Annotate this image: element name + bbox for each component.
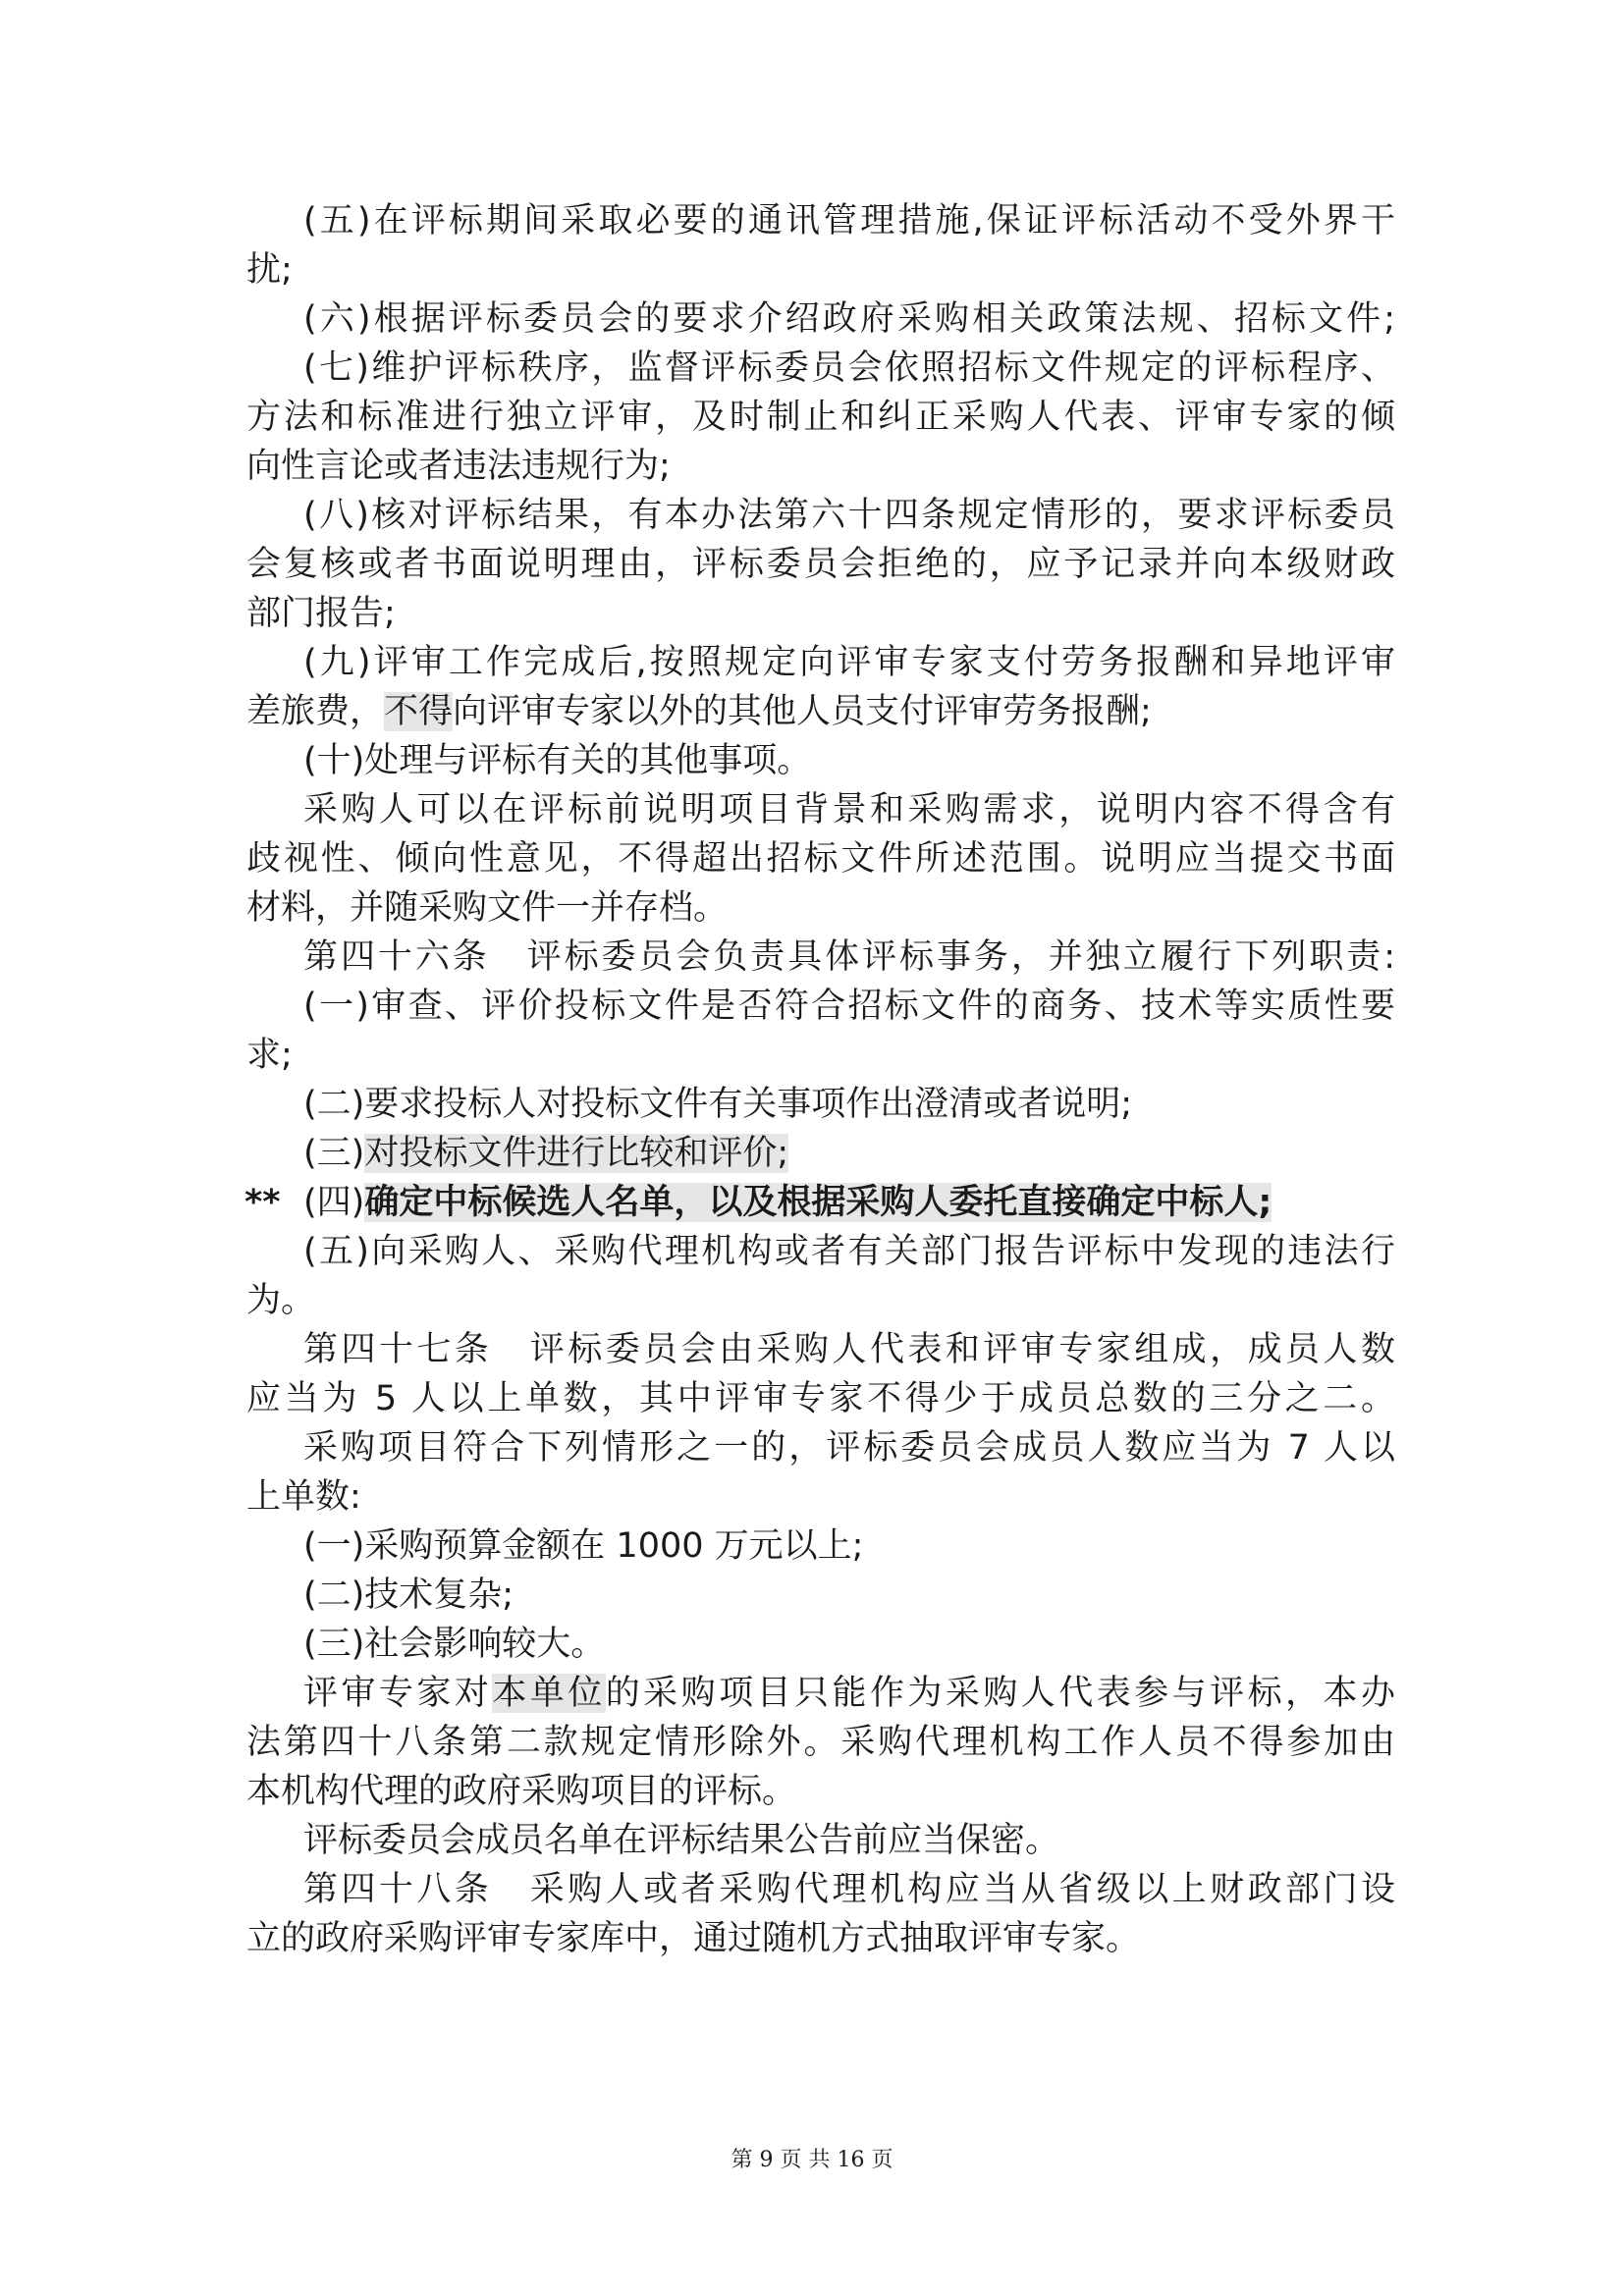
text-segment: 会复核或者书面说明理由，评标委员会拒绝的，应予记录并向本级财政 <box>246 545 1395 584</box>
text-segment: 向评审专家以外的其他人员支付评审劳务报酬; <box>453 692 1152 731</box>
text-line <box>246 1914 1395 1963</box>
text-segment: (七)维护评标秩序，监督评标委员会依照招标文件规定的评标程序、 <box>303 348 1395 388</box>
text-line <box>246 1767 1395 1816</box>
text-segment: 立的政府采购评审专家库中，通过随机方式抽取评审专家。 <box>246 1919 1141 1958</box>
text-segment: 本机构代理的政府采购项目的评标。 <box>246 1772 797 1811</box>
text-segment: 上单数: <box>246 1477 361 1517</box>
text-line <box>246 1178 1395 1227</box>
text-line <box>246 1031 1395 1080</box>
text-line <box>246 1816 1395 1865</box>
text-line <box>246 1423 1395 1472</box>
text-line <box>246 491 1395 540</box>
text-segment: 评审专家对 <box>303 1674 493 1713</box>
text-segment: (一)采购预算金额在 1000 万元以上; <box>303 1526 864 1566</box>
text-line <box>246 294 1395 344</box>
text-line <box>246 540 1395 589</box>
text-line <box>246 785 1395 834</box>
text-line <box>246 883 1395 933</box>
text-segment: 扰; <box>246 250 293 290</box>
text-line <box>246 245 1395 294</box>
text-line <box>246 687 1395 736</box>
highlighted-text: 对投标文件进行比较和评价; <box>364 1134 789 1173</box>
text-line <box>246 638 1395 687</box>
text-segment: 采购项目符合下列情形之一的，评标委员会成员人数应当为 7 人以 <box>303 1428 1395 1468</box>
text-segment: (五)在评标期间采取必要的通讯管理措施,保证评标活动不受外界干 <box>303 201 1395 240</box>
text-line <box>246 1522 1395 1571</box>
text-line <box>246 1374 1395 1423</box>
text-segment: (八)核对评标结果，有本办法第六十四条规定情形的，要求评标委员 <box>303 496 1395 535</box>
text-segment: 方法和标准进行独立评审，及时制止和纠正采购人代表、评审专家的倾 <box>246 398 1395 437</box>
text-segment: (三)社会影响较大。 <box>303 1625 606 1664</box>
page-number-footer: 第 9 页 共 16 页 <box>731 2148 893 2172</box>
highlighted-text: 本单位 <box>492 1674 606 1713</box>
text-segment: (二)要求投标人对投标文件有关事项作出澄清或者说明; <box>303 1085 1133 1124</box>
text-line <box>246 1325 1395 1374</box>
text-line <box>246 736 1395 785</box>
text-line <box>246 933 1395 982</box>
document-body <box>246 196 1395 1963</box>
text-segment: (五)向采购人、采购代理机构或者有关部门报告评标中发现的违法行 <box>303 1232 1395 1271</box>
text-line <box>246 1669 1395 1718</box>
text-segment: 应当为 5 人以上单数，其中评审专家不得少于成员总数的三分之二。 <box>246 1379 1395 1418</box>
text-segment: 差旅费， <box>246 692 385 731</box>
text-segment: (一)审查、评价投标文件是否符合招标文件的商务、技术等实质性要 <box>303 987 1395 1026</box>
text-line <box>246 1227 1395 1276</box>
text-segment: 歧视性、倾向性意见，不得超出招标文件所述范围。说明应当提交书面 <box>246 839 1395 879</box>
text-line <box>246 982 1395 1031</box>
text-line <box>246 1865 1395 1914</box>
text-line <box>246 1718 1395 1767</box>
text-segment: 求; <box>246 1036 293 1075</box>
highlighted-text: 确定中标候选人名单，以及根据采购人委托直接确定中标人; <box>364 1183 1272 1222</box>
text-segment: (四) <box>303 1183 365 1222</box>
text-line <box>246 1620 1395 1669</box>
text-segment: (十)处理与评标有关的其他事项。 <box>303 741 812 780</box>
asterisk-marker: ** <box>244 1183 281 1222</box>
text-line <box>246 344 1395 393</box>
text-segment: (九)评审工作完成后,按照规定向评审专家支付劳务报酬和异地评审 <box>303 643 1395 682</box>
text-segment: 为。 <box>246 1281 316 1320</box>
text-line <box>246 834 1395 883</box>
text-segment: 向性言论或者违法违规行为; <box>246 447 671 486</box>
text-segment: 材料，并随采购文件一并存档。 <box>246 888 729 928</box>
text-line <box>246 442 1395 491</box>
text-line <box>246 1129 1395 1178</box>
text-segment: 的采购项目只能作为采购人代表参与评标，本办 <box>605 1674 1395 1713</box>
text-line <box>246 1080 1395 1129</box>
text-line <box>246 393 1395 442</box>
text-segment: (三) <box>303 1134 365 1173</box>
text-segment: 评标委员会成员名单在评标结果公告前应当保密。 <box>303 1821 1060 1860</box>
text-line <box>246 1472 1395 1522</box>
text-segment: (六)根据评标委员会的要求介绍政府采购相关政策法规、招标文件; <box>303 299 1395 339</box>
text-segment: (二)技术复杂; <box>303 1575 514 1615</box>
highlighted-text: 不得 <box>384 692 454 731</box>
text-segment: 第四十七条 评标委员会由采购人代表和评审专家组成，成员人数 <box>303 1330 1395 1369</box>
text-segment: 法第四十八条第二款规定情形除外。采购代理机构工作人员不得参加由 <box>246 1723 1395 1762</box>
text-line <box>246 196 1395 245</box>
text-segment: 采购人可以在评标前说明项目背景和采购需求，说明内容不得含有 <box>303 790 1395 829</box>
text-segment: 第四十八条 采购人或者采购代理机构应当从省级以上财政部门设 <box>303 1870 1395 1909</box>
text-line <box>246 1571 1395 1620</box>
text-line <box>246 1276 1395 1325</box>
text-segment: 第四十六条 评标委员会负责具体评标事务，并独立履行下列职责: <box>303 937 1395 977</box>
text-line <box>246 589 1395 638</box>
text-segment: 部门报告; <box>246 594 396 633</box>
